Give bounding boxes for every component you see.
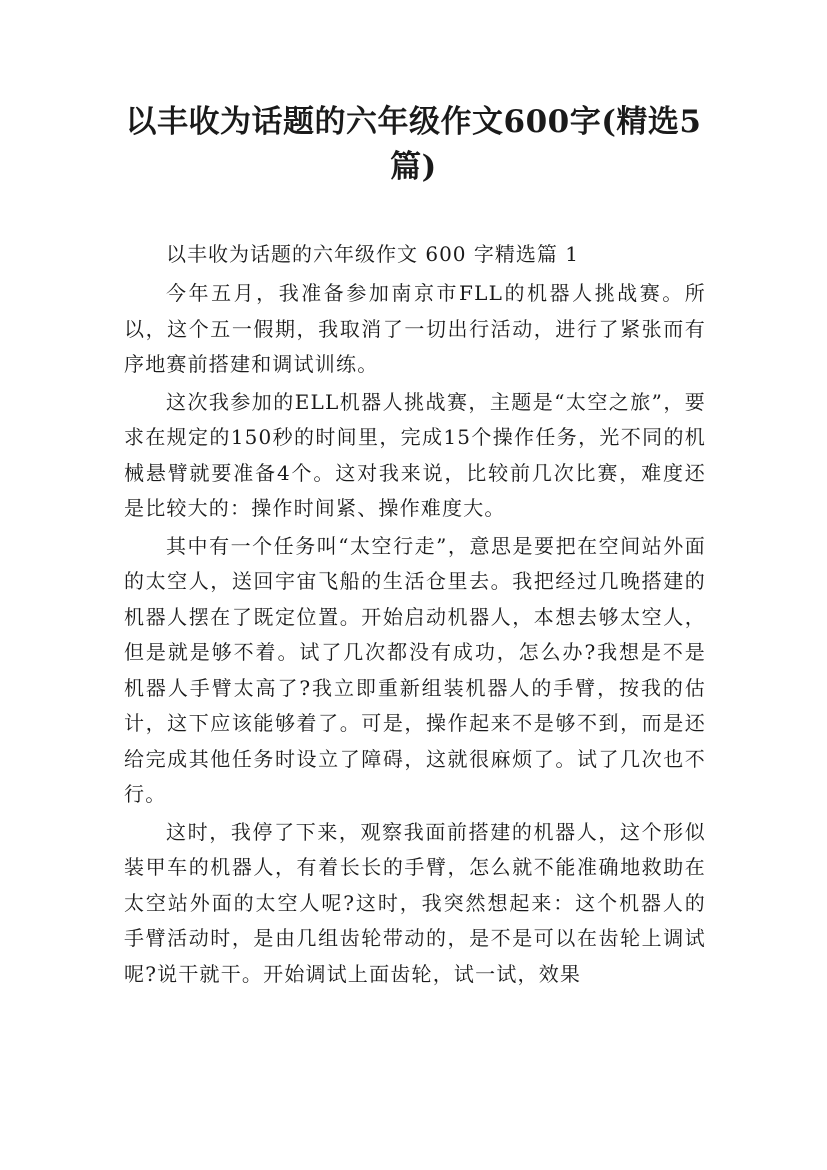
document-title: 以丰收为话题的六年级作文600字(精选5篇) <box>125 104 702 185</box>
section-heading: 以丰收为话题的六年级作文 600 字精选篇 1 <box>166 242 579 266</box>
document-body <box>124 236 706 994</box>
paragraph-2: 这次我参加的ELL机器人挑战赛，主题是“太空之旅”，要求在规定的150秒的时间里，完成15个操作任务，光不同的机械悬臂就要准备4个。这对我来说，比较前几次比赛，难度还是比较大的：操作时间紧、操作难度大。 <box>124 389 706 520</box>
paragraph-4: 这时，我停了下来，观察我面前搭建的机器人，这个形似装甲车的机器人，有着长长的手臂，怎么就不能准确地救助在太空站外面的太空人呢?这时，我突然想起来：这个机器人的手臂活动时，是由几组齿轮带动的，是不是可以在齿轮上调试呢?说干就干。开始调试上面齿轮，试一试，效果 <box>124 819 706 986</box>
paragraph-3: 其中有一个任务叫“太空行走”，意思是要把在空间站外面的太空人，送回宇宙飞船的生活仓里去。我把经过几晚搭建的机器人摆在了既定位置。开始启动机器人，本想去够太空人，但是就是够不着。试了几次都没有成功，怎么办?我想是不是机器人手臂太高了?我立即重新组装机器人的手臂，按我的估计，这下应该能够着了。可是，操作起来不是够不到，而是还给完成其他任务时设立了障碍，这就很麻烦了。试了几次也不行。 <box>124 533 706 806</box>
paragraph-1: 今年五月，我准备参加南京市FLL的机器人挑战赛。所以，这个五一假期，我取消了一切出行活动，进行了紧张而有序地赛前搭建和调试训练。 <box>124 281 706 376</box>
